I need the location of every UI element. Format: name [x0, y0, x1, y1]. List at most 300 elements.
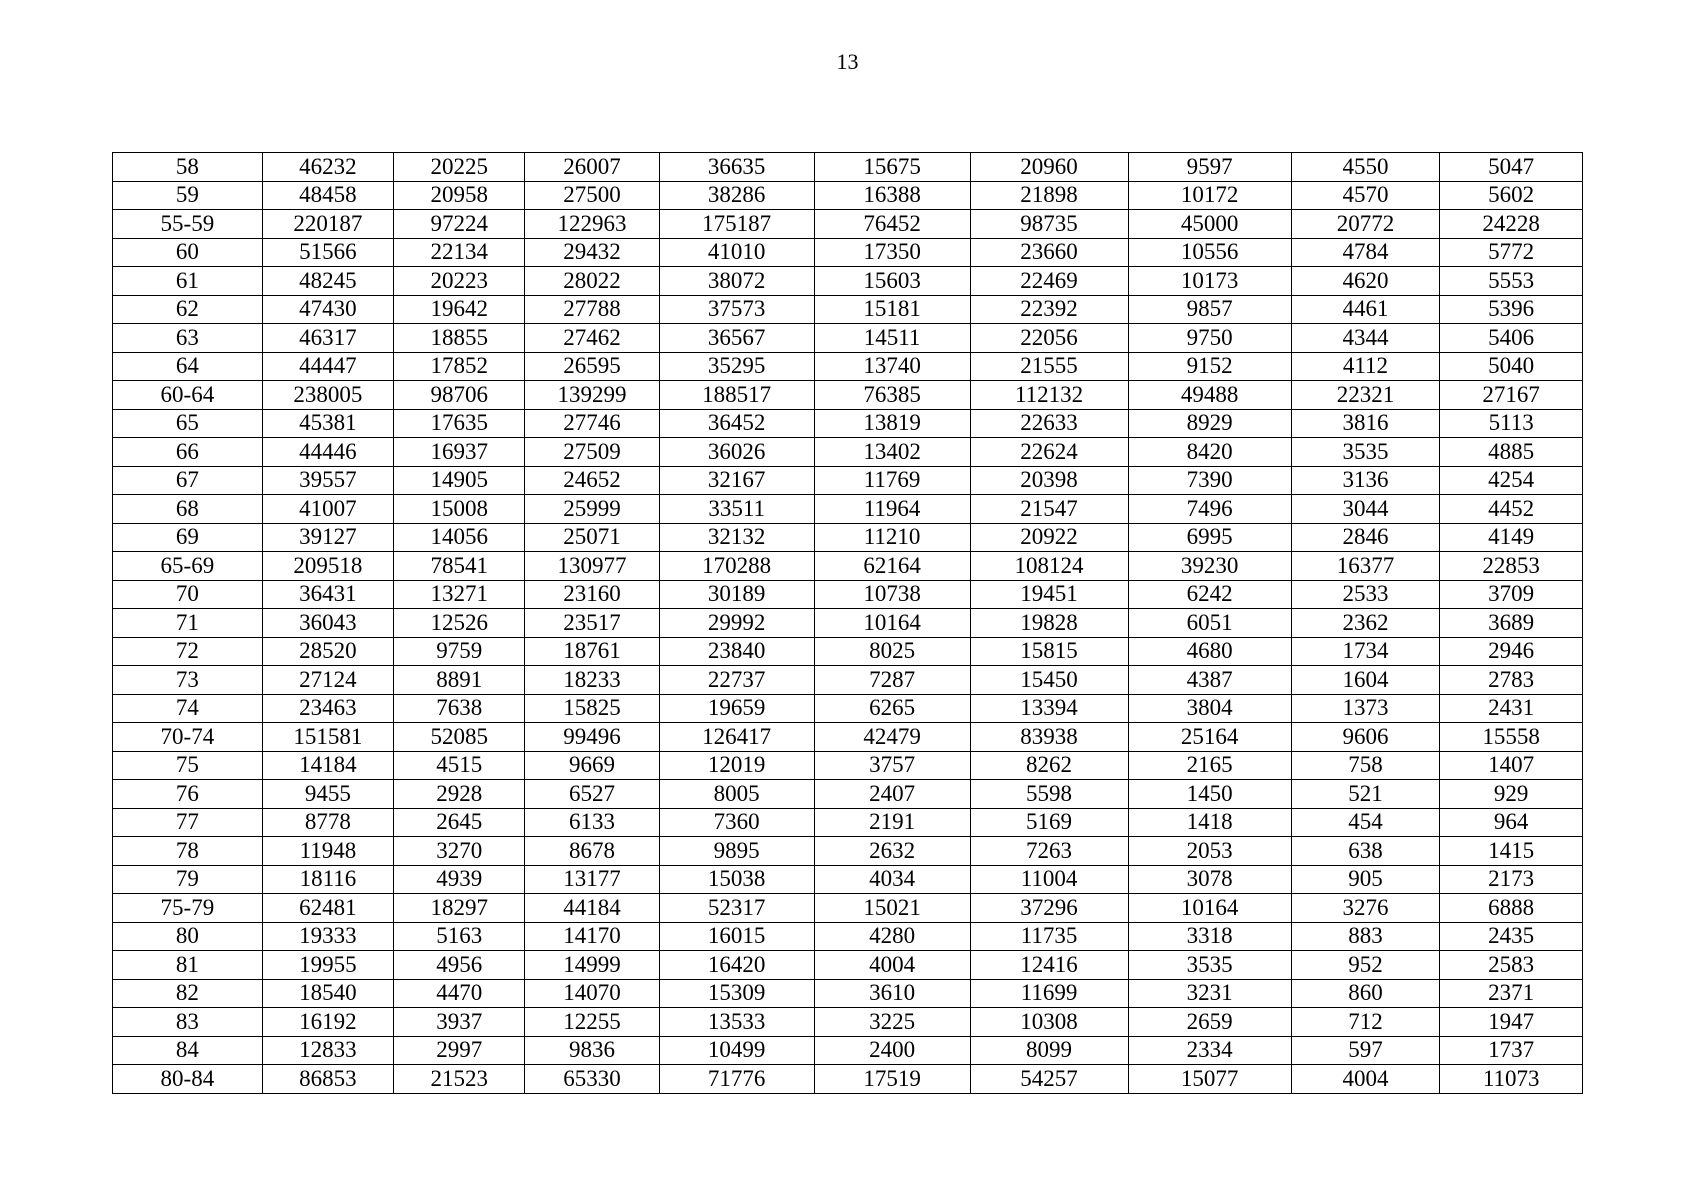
value-cell: 3535: [1128, 951, 1291, 980]
value-cell: 36567: [659, 324, 814, 353]
value-cell: 21547: [970, 495, 1128, 524]
value-cell: 16937: [394, 438, 525, 467]
age-cell: 72: [113, 637, 263, 666]
value-cell: 19955: [262, 951, 393, 980]
value-cell: 44184: [525, 894, 659, 923]
value-cell: 7390: [1128, 466, 1291, 495]
value-cell: 6242: [1128, 580, 1291, 609]
value-cell: 9669: [525, 751, 659, 780]
value-cell: 17635: [394, 409, 525, 438]
table-row: [113, 181, 1583, 210]
value-cell: 4939: [394, 865, 525, 894]
value-cell: 98735: [970, 210, 1128, 239]
value-cell: 8262: [970, 751, 1128, 780]
value-cell: 2053: [1128, 837, 1291, 866]
value-cell: 27462: [525, 324, 659, 353]
value-cell: 42479: [814, 723, 970, 752]
value-cell: 4680: [1128, 637, 1291, 666]
value-cell: 3044: [1291, 495, 1440, 524]
value-cell: 23660: [970, 238, 1128, 267]
value-cell: 25999: [525, 495, 659, 524]
value-cell: 8025: [814, 637, 970, 666]
table-row: [113, 580, 1583, 609]
value-cell: 2645: [394, 808, 525, 837]
value-cell: 19451: [970, 580, 1128, 609]
value-cell: 78541: [394, 552, 525, 581]
value-cell: 14170: [525, 922, 659, 951]
value-cell: 16388: [814, 181, 970, 210]
table-row: [113, 609, 1583, 638]
value-cell: 929: [1440, 780, 1583, 809]
value-cell: 1947: [1440, 1008, 1583, 1037]
value-cell: 29992: [659, 609, 814, 638]
value-cell: 44447: [262, 352, 393, 381]
table-row: [113, 694, 1583, 723]
value-cell: 4784: [1291, 238, 1440, 267]
value-cell: 2946: [1440, 637, 1583, 666]
value-cell: 4885: [1440, 438, 1583, 467]
value-cell: 29432: [525, 238, 659, 267]
value-cell: 71776: [659, 1065, 814, 1094]
value-cell: 22321: [1291, 381, 1440, 410]
value-cell: 52085: [394, 723, 525, 752]
value-cell: 13819: [814, 409, 970, 438]
value-cell: 36452: [659, 409, 814, 438]
value-cell: 9152: [1128, 352, 1291, 381]
value-cell: 10738: [814, 580, 970, 609]
value-cell: 712: [1291, 1008, 1440, 1037]
value-cell: 16420: [659, 951, 814, 980]
value-cell: 9836: [525, 1036, 659, 1065]
value-cell: 11948: [262, 837, 393, 866]
value-cell: 1604: [1291, 666, 1440, 695]
value-cell: 12019: [659, 751, 814, 780]
value-cell: 209518: [262, 552, 393, 581]
value-cell: 62164: [814, 552, 970, 581]
age-cell: 84: [113, 1036, 263, 1065]
value-cell: 2435: [1440, 922, 1583, 951]
value-cell: 22633: [970, 409, 1128, 438]
value-cell: 5396: [1440, 295, 1583, 324]
value-cell: 28520: [262, 637, 393, 666]
table-row: [113, 295, 1583, 324]
value-cell: 11769: [814, 466, 970, 495]
age-cell: 65-69: [113, 552, 263, 581]
table-row: [113, 637, 1583, 666]
value-cell: 15077: [1128, 1065, 1291, 1094]
value-cell: 2632: [814, 837, 970, 866]
value-cell: 170288: [659, 552, 814, 581]
table-row: [113, 352, 1583, 381]
value-cell: 8005: [659, 780, 814, 809]
value-cell: 11699: [970, 979, 1128, 1008]
value-cell: 22737: [659, 666, 814, 695]
value-cell: 4620: [1291, 267, 1440, 296]
value-cell: 151581: [262, 723, 393, 752]
age-cell: 59: [113, 181, 263, 210]
value-cell: 6888: [1440, 894, 1583, 923]
value-cell: 2997: [394, 1036, 525, 1065]
value-cell: 5553: [1440, 267, 1583, 296]
value-cell: 32167: [659, 466, 814, 495]
value-cell: 238005: [262, 381, 393, 410]
table-row: [113, 894, 1583, 923]
value-cell: 4956: [394, 951, 525, 980]
value-cell: 2165: [1128, 751, 1291, 780]
value-cell: 2407: [814, 780, 970, 809]
value-cell: 49488: [1128, 381, 1291, 410]
value-cell: 15675: [814, 153, 970, 182]
value-cell: 4034: [814, 865, 970, 894]
value-cell: 36635: [659, 153, 814, 182]
value-cell: 9759: [394, 637, 525, 666]
value-cell: 7287: [814, 666, 970, 695]
value-cell: 26007: [525, 153, 659, 182]
value-cell: 7360: [659, 808, 814, 837]
value-cell: 22469: [970, 267, 1128, 296]
value-cell: 2583: [1440, 951, 1583, 980]
value-cell: 51566: [262, 238, 393, 267]
value-cell: 2533: [1291, 580, 1440, 609]
age-cell: 55-59: [113, 210, 263, 239]
value-cell: 23517: [525, 609, 659, 638]
value-cell: 19828: [970, 609, 1128, 638]
table-row: [113, 324, 1583, 353]
value-cell: 83938: [970, 723, 1128, 752]
value-cell: 4570: [1291, 181, 1440, 210]
value-cell: 24228: [1440, 210, 1583, 239]
age-cell: 70-74: [113, 723, 263, 752]
value-cell: 15021: [814, 894, 970, 923]
value-cell: 16377: [1291, 552, 1440, 581]
value-cell: 32132: [659, 523, 814, 552]
value-cell: 35295: [659, 352, 814, 381]
value-cell: 15309: [659, 979, 814, 1008]
table-row: [113, 409, 1583, 438]
value-cell: 37573: [659, 295, 814, 324]
value-cell: 4387: [1128, 666, 1291, 695]
value-cell: 13177: [525, 865, 659, 894]
value-cell: 14999: [525, 951, 659, 980]
value-cell: 14905: [394, 466, 525, 495]
value-cell: 45000: [1128, 210, 1291, 239]
value-cell: 4004: [814, 951, 970, 980]
age-cell: 61: [113, 267, 263, 296]
value-cell: 6995: [1128, 523, 1291, 552]
age-cell: 68: [113, 495, 263, 524]
value-cell: 4254: [1440, 466, 1583, 495]
value-cell: 2334: [1128, 1036, 1291, 1065]
value-cell: 20223: [394, 267, 525, 296]
table-row: [113, 153, 1583, 182]
value-cell: 9597: [1128, 153, 1291, 182]
table-row: [113, 723, 1583, 752]
table-row: [113, 780, 1583, 809]
value-cell: 2928: [394, 780, 525, 809]
value-cell: 21898: [970, 181, 1128, 210]
age-cell: 75: [113, 751, 263, 780]
value-cell: 14184: [262, 751, 393, 780]
value-cell: 19659: [659, 694, 814, 723]
age-cell: 73: [113, 666, 263, 695]
value-cell: 22056: [970, 324, 1128, 353]
value-cell: 2659: [1128, 1008, 1291, 1037]
value-cell: 12833: [262, 1036, 393, 1065]
value-cell: 36431: [262, 580, 393, 609]
table-row: [113, 1008, 1583, 1037]
value-cell: 99496: [525, 723, 659, 752]
value-cell: 22134: [394, 238, 525, 267]
value-cell: 19642: [394, 295, 525, 324]
table-row: [113, 922, 1583, 951]
value-cell: 13394: [970, 694, 1128, 723]
value-cell: 6051: [1128, 609, 1291, 638]
value-cell: 27746: [525, 409, 659, 438]
value-cell: 22853: [1440, 552, 1583, 581]
table-row: [113, 523, 1583, 552]
value-cell: 23160: [525, 580, 659, 609]
value-cell: 6527: [525, 780, 659, 809]
table-row: [113, 381, 1583, 410]
value-cell: 188517: [659, 381, 814, 410]
value-cell: 27167: [1440, 381, 1583, 410]
value-cell: 454: [1291, 808, 1440, 837]
value-cell: 46317: [262, 324, 393, 353]
value-cell: 7263: [970, 837, 1128, 866]
age-cell: 67: [113, 466, 263, 495]
value-cell: 16192: [262, 1008, 393, 1037]
value-cell: 7638: [394, 694, 525, 723]
age-cell: 82: [113, 979, 263, 1008]
value-cell: 758: [1291, 751, 1440, 780]
table-row: [113, 438, 1583, 467]
value-cell: 3757: [814, 751, 970, 780]
value-cell: 15450: [970, 666, 1128, 695]
value-cell: 220187: [262, 210, 393, 239]
value-cell: 15558: [1440, 723, 1583, 752]
value-cell: 21555: [970, 352, 1128, 381]
age-cell: 80-84: [113, 1065, 263, 1094]
value-cell: 112132: [970, 381, 1128, 410]
age-cell: 62: [113, 295, 263, 324]
value-cell: 8678: [525, 837, 659, 866]
value-cell: 3231: [1128, 979, 1291, 1008]
value-cell: 4470: [394, 979, 525, 1008]
value-cell: 46232: [262, 153, 393, 182]
value-cell: 37296: [970, 894, 1128, 923]
value-cell: 39557: [262, 466, 393, 495]
value-cell: 4112: [1291, 352, 1440, 381]
value-cell: 5772: [1440, 238, 1583, 267]
value-cell: 13271: [394, 580, 525, 609]
value-cell: 4344: [1291, 324, 1440, 353]
value-cell: 98706: [394, 381, 525, 410]
value-cell: 18540: [262, 979, 393, 1008]
value-cell: 44446: [262, 438, 393, 467]
value-cell: 26595: [525, 352, 659, 381]
value-cell: 122963: [525, 210, 659, 239]
value-cell: 8099: [970, 1036, 1128, 1065]
age-cell: 75-79: [113, 894, 263, 923]
value-cell: 36043: [262, 609, 393, 638]
value-cell: 14056: [394, 523, 525, 552]
page-number: 13: [836, 49, 859, 74]
value-cell: 11735: [970, 922, 1128, 951]
value-cell: 521: [1291, 780, 1440, 809]
value-cell: 45381: [262, 409, 393, 438]
table-row: [113, 865, 1583, 894]
value-cell: 27124: [262, 666, 393, 695]
age-cell: 64: [113, 352, 263, 381]
value-cell: 11004: [970, 865, 1128, 894]
value-cell: 883: [1291, 922, 1440, 951]
value-cell: 27509: [525, 438, 659, 467]
table-row: [113, 666, 1583, 695]
value-cell: 4149: [1440, 523, 1583, 552]
value-cell: 19333: [262, 922, 393, 951]
age-cell: 80: [113, 922, 263, 951]
value-cell: 27788: [525, 295, 659, 324]
value-cell: 15825: [525, 694, 659, 723]
value-cell: 4550: [1291, 153, 1440, 182]
value-cell: 41007: [262, 495, 393, 524]
value-cell: 10556: [1128, 238, 1291, 267]
value-cell: 4515: [394, 751, 525, 780]
table-row: [113, 1065, 1583, 1094]
value-cell: 97224: [394, 210, 525, 239]
table-row: [113, 837, 1583, 866]
age-cell: 60-64: [113, 381, 263, 410]
value-cell: 2846: [1291, 523, 1440, 552]
value-cell: 38072: [659, 267, 814, 296]
value-cell: 20958: [394, 181, 525, 210]
value-cell: 5169: [970, 808, 1128, 837]
value-cell: 18116: [262, 865, 393, 894]
table-row: [113, 238, 1583, 267]
value-cell: 5047: [1440, 153, 1583, 182]
value-cell: 2783: [1440, 666, 1583, 695]
table-row: [113, 808, 1583, 837]
value-cell: 2173: [1440, 865, 1583, 894]
value-cell: 2371: [1440, 979, 1583, 1008]
age-cell: 78: [113, 837, 263, 866]
age-cell: 58: [113, 153, 263, 182]
value-cell: 15603: [814, 267, 970, 296]
value-cell: 15008: [394, 495, 525, 524]
value-cell: 3276: [1291, 894, 1440, 923]
value-cell: 52317: [659, 894, 814, 923]
value-cell: 3078: [1128, 865, 1291, 894]
value-cell: 33511: [659, 495, 814, 524]
table-row: [113, 210, 1583, 239]
value-cell: 13740: [814, 352, 970, 381]
age-cell: 76: [113, 780, 263, 809]
value-cell: 47430: [262, 295, 393, 324]
value-cell: 38286: [659, 181, 814, 210]
value-cell: 62481: [262, 894, 393, 923]
value-cell: 20225: [394, 153, 525, 182]
value-cell: 17350: [814, 238, 970, 267]
value-cell: 22392: [970, 295, 1128, 324]
age-cell: 65: [113, 409, 263, 438]
value-cell: 597: [1291, 1036, 1440, 1065]
value-cell: 5602: [1440, 181, 1583, 210]
age-cell: 71: [113, 609, 263, 638]
age-cell: 83: [113, 1008, 263, 1037]
value-cell: 25071: [525, 523, 659, 552]
value-cell: 964: [1440, 808, 1583, 837]
table-row: [113, 979, 1583, 1008]
value-cell: 126417: [659, 723, 814, 752]
value-cell: 3816: [1291, 409, 1440, 438]
population-table: [112, 152, 1583, 1094]
value-cell: 5113: [1440, 409, 1583, 438]
value-cell: 14511: [814, 324, 970, 353]
value-cell: 4004: [1291, 1065, 1440, 1094]
age-cell: 79: [113, 865, 263, 894]
value-cell: 24652: [525, 466, 659, 495]
value-cell: 48458: [262, 181, 393, 210]
value-cell: 3318: [1128, 922, 1291, 951]
value-cell: 3709: [1440, 580, 1583, 609]
value-cell: 3136: [1291, 466, 1440, 495]
value-cell: 2362: [1291, 609, 1440, 638]
value-cell: 175187: [659, 210, 814, 239]
value-cell: 1373: [1291, 694, 1440, 723]
value-cell: 30189: [659, 580, 814, 609]
value-cell: 20398: [970, 466, 1128, 495]
value-cell: 10308: [970, 1008, 1128, 1037]
value-cell: 86853: [262, 1065, 393, 1094]
age-cell: 70: [113, 580, 263, 609]
value-cell: 130977: [525, 552, 659, 581]
value-cell: 10172: [1128, 181, 1291, 210]
value-cell: 15038: [659, 865, 814, 894]
table-row: [113, 267, 1583, 296]
value-cell: 4452: [1440, 495, 1583, 524]
value-cell: 36026: [659, 438, 814, 467]
value-cell: 3225: [814, 1008, 970, 1037]
value-cell: 4461: [1291, 295, 1440, 324]
value-cell: 9606: [1291, 723, 1440, 752]
value-cell: 20772: [1291, 210, 1440, 239]
value-cell: 21523: [394, 1065, 525, 1094]
value-cell: 11964: [814, 495, 970, 524]
table-row: [113, 495, 1583, 524]
value-cell: 860: [1291, 979, 1440, 1008]
value-cell: 17519: [814, 1065, 970, 1094]
value-cell: 1737: [1440, 1036, 1583, 1065]
value-cell: 10164: [814, 609, 970, 638]
value-cell: 108124: [970, 552, 1128, 581]
value-cell: 14070: [525, 979, 659, 1008]
value-cell: 7496: [1128, 495, 1291, 524]
value-cell: 23463: [262, 694, 393, 723]
value-cell: 1450: [1128, 780, 1291, 809]
value-cell: 3610: [814, 979, 970, 1008]
value-cell: 3804: [1128, 694, 1291, 723]
value-cell: 5598: [970, 780, 1128, 809]
value-cell: 3270: [394, 837, 525, 866]
value-cell: 5163: [394, 922, 525, 951]
value-cell: 18855: [394, 324, 525, 353]
value-cell: 952: [1291, 951, 1440, 980]
value-cell: 8891: [394, 666, 525, 695]
value-cell: 1415: [1440, 837, 1583, 866]
value-cell: 3937: [394, 1008, 525, 1037]
value-cell: 6265: [814, 694, 970, 723]
value-cell: 3535: [1291, 438, 1440, 467]
